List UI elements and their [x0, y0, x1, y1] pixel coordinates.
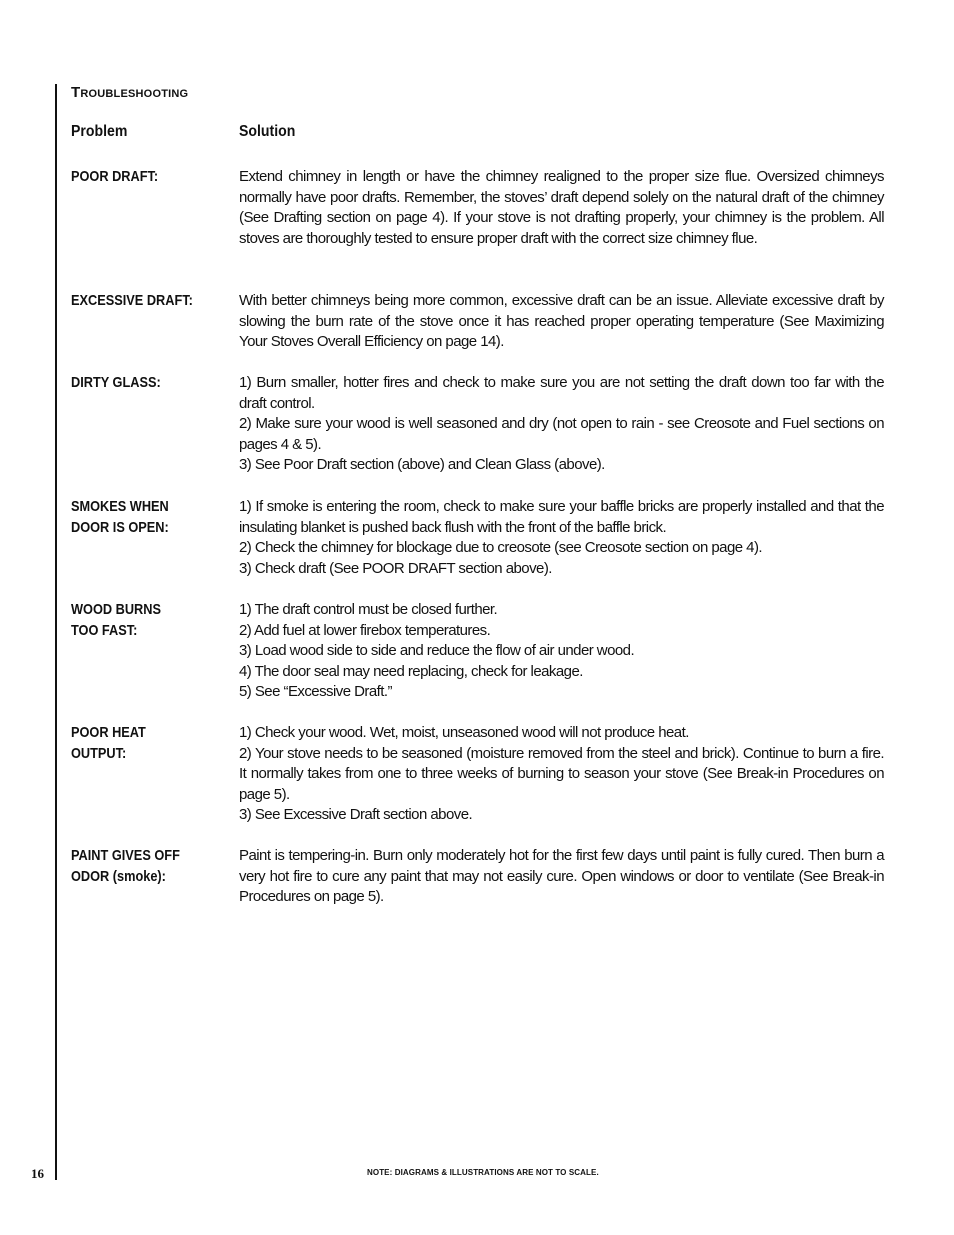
solution-line: With better chimneys being more common, excessive draft can be an issue. Alleviate excessive draft by slowing the burn rate of the stove once it has reached proper operating temperature (See Maximizing Your Stoves Overall Efficiency on page 14). — [239, 292, 884, 351]
solution-column-header: Solution — [239, 123, 296, 140]
solution-line: 3) Load wood side to side and reduce the flow of air under wood. — [239, 642, 635, 660]
solution-line: 3) Check draft (See POOR DRAFT section above). — [239, 559, 552, 577]
solution-line: 5) See “Excessive Draft.” — [239, 683, 392, 701]
solution-text — [239, 723, 884, 826]
solution-line: 2) Your stove needs to be seasoned (moisture removed from the steel and brick). Continue to burn a fire. It normally takes from one to three weeks of burning to season your stove (See Break-in Procedures on page 5). — [239, 744, 884, 803]
solution-line: 4) The door seal may need replacing, check for leakage. — [239, 662, 583, 680]
solution-line: Paint is tempering-in. Burn only moderately hot for the first few days until paint is fully cured. Then burn a very hot fire to cure any paint that may not easily cure. Open windows or door to ventilate (See Break-in Procedures on page 5). — [239, 847, 884, 906]
problem-label: PAINT GIVES OFF ODOR (smoke): — [71, 847, 180, 885]
problem-label: EXCESSIVE DRAFT: — [71, 292, 193, 309]
solution-line: 1) Burn smaller, hotter fires and check to make sure you are not setting the draft down too far with the draft control. — [239, 374, 884, 412]
problem-label: WOOD BURNS TOO FAST: — [71, 601, 161, 639]
solution-line: 2) Check the chimney for blockage due to creosote (see Creosote section on page 4). — [239, 539, 763, 557]
solution-text — [239, 373, 884, 476]
problem-label: SMOKES WHEN DOOR IS OPEN: — [71, 498, 169, 536]
solution-line: 3) See Poor Draft section (above) and Clean Glass (above). — [239, 456, 605, 474]
problem-label: POOR HEAT OUTPUT: — [71, 724, 146, 762]
page-number: 16 — [31, 1166, 44, 1181]
section-title: Troubleshooting — [71, 84, 189, 101]
problem-label: POOR DRAFT: — [71, 168, 159, 185]
solution-line: 1) If smoke is entering the room, check to make sure your baffle bricks are properly installed and that the insulating blanket is pushed back flush with the front of the baffle brick. — [239, 498, 884, 536]
scale-note: NOTE: DIAGRAMS & ILLUSTRATIONS ARE NOT TO SCALE. — [367, 1168, 599, 1177]
solution-line: 1) Check your wood. Wet, moist, unseasoned wood will not produce heat. — [239, 724, 689, 741]
solution-line: 3) See Excessive Draft section above. — [239, 806, 473, 824]
solution-text — [239, 497, 884, 579]
solution-text — [239, 846, 884, 908]
solution-line: 2) Make sure your wood is well seasoned and dry (not open to rain - see Creosote and Fuel sections on pages 4 & 5). — [239, 415, 884, 453]
solution-text — [239, 167, 884, 249]
solution-line: 1) The draft control must be closed further. — [239, 601, 498, 618]
problem-label: DIRTY GLASS: — [71, 374, 161, 391]
solution-text — [239, 291, 884, 353]
margin-rule — [55, 84, 57, 1180]
solution-line: 2) Add fuel at lower firebox temperatures. — [239, 621, 491, 639]
solution-text — [239, 600, 884, 703]
problem-column-header: Problem — [71, 123, 128, 140]
solution-line: Extend chimney in length or have the chimney realigned to the proper size flue. Oversized chimneys normally have poor drafts. Remember, the stoves’ draft depend solely on the natural draft of the chimney (See Drafting section on page 4). If your stove is not drafting properly, your chimney is the problem. All stoves are thoroughly tested to ensure proper draft with the correct size chimney flue. — [239, 168, 884, 247]
